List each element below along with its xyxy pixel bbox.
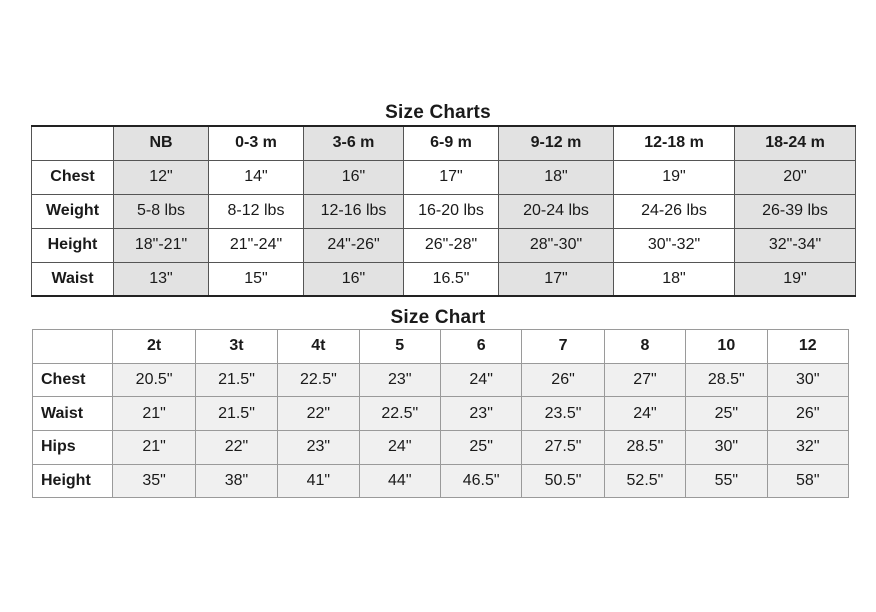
column-header: 0-3 m (209, 126, 304, 160)
row-label: Waist (33, 397, 113, 431)
table-cell: 21.5" (195, 397, 277, 431)
row-label: Hips (33, 431, 113, 465)
table-cell: 24"-26" (304, 228, 404, 262)
table-cell: 23" (440, 397, 521, 431)
table-cell: 28.5" (604, 431, 685, 465)
table-cell: 23" (278, 431, 359, 465)
header-corner-cell (32, 126, 114, 160)
row-label: Height (32, 228, 114, 262)
table-row (32, 160, 856, 194)
column-header: 18-24 m (735, 126, 856, 160)
table-cell: 21" (113, 431, 195, 465)
table-header-row (32, 126, 856, 160)
table-cell: 5-8 lbs (114, 194, 209, 228)
table-row (32, 262, 856, 296)
table-row (33, 397, 849, 431)
table-cell: 21.5" (195, 363, 277, 397)
table-cell: 12-16 lbs (304, 194, 404, 228)
table-cell: 26" (767, 397, 848, 431)
table-cell: 16.5" (404, 262, 499, 296)
table-cell: 21" (113, 397, 195, 431)
table-cell: 15" (209, 262, 304, 296)
table-cell: 52.5" (604, 464, 685, 498)
table-row (33, 363, 849, 397)
table-cell: 30"-32" (614, 228, 735, 262)
table-cell: 17" (499, 262, 614, 296)
table-cell: 20.5" (113, 363, 195, 397)
column-header: 7 (522, 330, 604, 364)
column-header: 2t (113, 330, 195, 364)
infant-size-chart-table (31, 125, 856, 297)
kids-size-chart-table (32, 329, 849, 498)
column-header: 6 (440, 330, 521, 364)
column-header: 3-6 m (304, 126, 404, 160)
table-cell: 24-26 lbs (614, 194, 735, 228)
table-cell: 38" (195, 464, 277, 498)
column-header: 3t (195, 330, 277, 364)
row-label: Height (33, 464, 113, 498)
table-cell: 26" (522, 363, 604, 397)
table-cell: 24" (604, 397, 685, 431)
table-cell: 16" (304, 262, 404, 296)
table-cell: 23.5" (522, 397, 604, 431)
table-cell: 55" (686, 464, 767, 498)
table-cell: 32"-34" (735, 228, 856, 262)
table-cell: 17" (404, 160, 499, 194)
table-cell: 8-12 lbs (209, 194, 304, 228)
table-cell: 50.5" (522, 464, 604, 498)
table-cell: 44" (359, 464, 440, 498)
table-cell: 18" (499, 160, 614, 194)
column-header: 12 (767, 330, 848, 364)
table-cell: 23" (359, 363, 440, 397)
table-cell: 30" (686, 431, 767, 465)
table-cell: 46.5" (440, 464, 521, 498)
table-cell: 35" (113, 464, 195, 498)
table-row (33, 431, 849, 465)
row-label: Chest (33, 363, 113, 397)
table-cell: 22.5" (359, 397, 440, 431)
table-cell: 22" (278, 397, 359, 431)
header-corner-cell (33, 330, 113, 364)
table-cell: 19" (735, 262, 856, 296)
table-cell: 41" (278, 464, 359, 498)
table-cell: 30" (767, 363, 848, 397)
table-cell: 13" (114, 262, 209, 296)
table-cell: 24" (440, 363, 521, 397)
table-cell: 12" (114, 160, 209, 194)
table-cell: 28.5" (686, 363, 767, 397)
column-header: 5 (359, 330, 440, 364)
column-header: 8 (604, 330, 685, 364)
column-header: NB (114, 126, 209, 160)
table-row (32, 228, 856, 262)
column-header: 6-9 m (404, 126, 499, 160)
table-cell: 24" (359, 431, 440, 465)
table-row (32, 194, 856, 228)
kids-size-chart-title: Size Chart (390, 307, 486, 328)
table-cell: 27" (604, 363, 685, 397)
row-label: Chest (32, 160, 114, 194)
table-cell: 19" (614, 160, 735, 194)
table-cell: 20-24 lbs (499, 194, 614, 228)
table-cell: 16" (304, 160, 404, 194)
table-cell: 20" (735, 160, 856, 194)
table-cell: 16-20 lbs (404, 194, 499, 228)
table-cell: 22" (195, 431, 277, 465)
table-cell: 21"-24" (209, 228, 304, 262)
table-cell: 32" (767, 431, 848, 465)
table-cell: 25" (686, 397, 767, 431)
column-header: 9-12 m (499, 126, 614, 160)
table-cell: 27.5" (522, 431, 604, 465)
table-header-row (33, 330, 849, 364)
table-cell: 14" (209, 160, 304, 194)
table-cell: 18"-21" (114, 228, 209, 262)
table-cell: 26-39 lbs (735, 194, 856, 228)
table-cell: 28"-30" (499, 228, 614, 262)
table-cell: 18" (614, 262, 735, 296)
table-cell: 26"-28" (404, 228, 499, 262)
table-cell: 58" (767, 464, 848, 498)
row-label: Weight (32, 194, 114, 228)
table-row (33, 464, 849, 498)
column-header: 10 (686, 330, 767, 364)
column-header: 4t (278, 330, 359, 364)
row-label: Waist (32, 262, 114, 296)
table-cell: 25" (440, 431, 521, 465)
infant-size-chart-title: Size Charts (385, 102, 491, 123)
column-header: 12-18 m (614, 126, 735, 160)
table-cell: 22.5" (278, 363, 359, 397)
